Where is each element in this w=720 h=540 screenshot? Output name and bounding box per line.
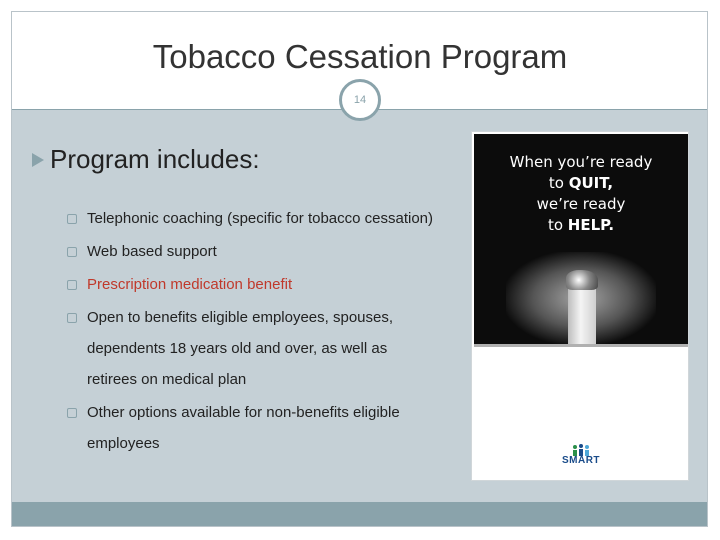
slide-number-badge xyxy=(339,79,381,121)
list-item xyxy=(67,269,437,300)
list-item xyxy=(67,236,437,267)
list-item xyxy=(67,203,437,234)
poster-headline-line: When you’re ready xyxy=(509,153,653,171)
list-item-text: Open to benefits eligible employees, spouses, dependents 18 years old and over, as well as retirees on medical plan xyxy=(87,309,394,388)
list-item-text: Other options available for non-benefits eligible employees xyxy=(87,404,400,452)
list-item-text: Telephonic coaching (specific for tobacco cessation) xyxy=(87,210,434,227)
section-heading-text: Program includes: xyxy=(50,144,260,174)
checkbox-bullet-icon xyxy=(67,214,77,224)
poster-photo xyxy=(474,134,688,344)
cigarette-icon xyxy=(568,282,596,344)
smart-logo-text: SMART xyxy=(561,455,601,466)
quit-poster xyxy=(471,131,689,481)
checkbox-bullet-icon xyxy=(67,247,77,257)
footer-bar xyxy=(12,502,707,526)
arrow-bullet-icon xyxy=(32,153,44,167)
poster-headline-line: to HELP. xyxy=(547,216,615,234)
smart-logo xyxy=(558,443,604,475)
poster-divider xyxy=(474,344,688,347)
poster-headline-line: to QUIT, xyxy=(548,174,614,192)
slide-number: 14 xyxy=(353,94,367,106)
slide-title: Tobacco Cessation Program xyxy=(152,38,568,75)
checkbox-bullet-icon xyxy=(67,280,77,290)
program-list xyxy=(67,203,437,461)
section-heading xyxy=(32,144,260,175)
poster-headline xyxy=(474,152,688,236)
list-item xyxy=(67,302,437,395)
checkbox-bullet-icon xyxy=(67,408,77,418)
list-item-text: Web based support xyxy=(87,243,217,260)
list-item-text: Prescription medication benefit xyxy=(87,276,293,293)
ash-icon xyxy=(566,270,598,290)
poster-headline-line: we’re ready xyxy=(536,195,626,213)
checkbox-bullet-icon xyxy=(67,313,77,323)
list-item xyxy=(67,397,437,459)
